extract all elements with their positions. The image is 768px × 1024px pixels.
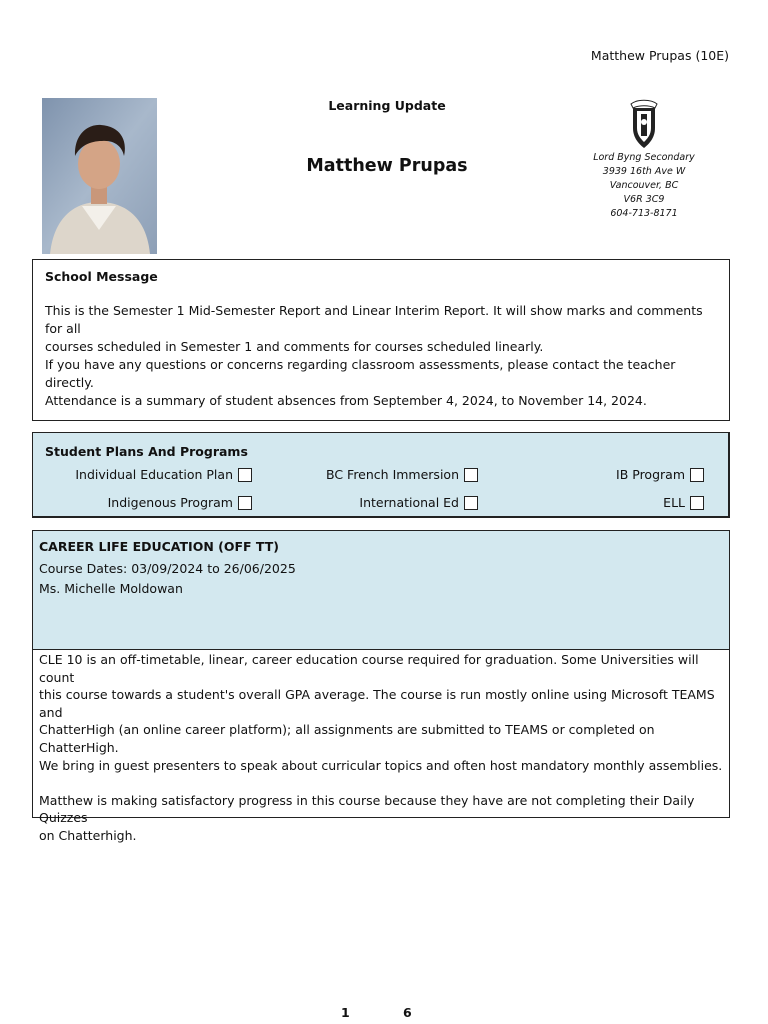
course-description-line: ChatterHigh (an online career platform); all assignments are submitted to TEAMS or completed on ChatterHigh. — [39, 722, 655, 755]
school-city: Vancouver, BC — [609, 180, 679, 191]
course-header — [33, 531, 729, 650]
plan-checkbox[interactable] — [238, 496, 252, 510]
school-phone: 604-713-8171 — [610, 208, 678, 219]
student-plans-title: Student Plans And Programs — [45, 444, 248, 459]
student-plans-box — [32, 432, 730, 518]
school-message-line: Attendance is a summary of student absences from September 4, 2024, to November 14, 2024. — [45, 393, 647, 408]
school-message-line: courses scheduled in Semester 1 and comments for courses scheduled linearly. — [45, 339, 544, 354]
plan-label: IB Program — [616, 467, 685, 482]
school-message-title: School Message — [45, 269, 158, 284]
student-name-title: Matthew Prupas — [306, 156, 468, 176]
course-comments — [33, 651, 729, 845]
plan-ib-program — [616, 467, 704, 482]
plan-checkbox[interactable] — [690, 468, 704, 482]
plan-label: International Ed — [359, 495, 459, 510]
page-number-total: 6 — [403, 1005, 412, 1020]
plan-checkbox[interactable] — [690, 496, 704, 510]
course-teacher-comment — [39, 792, 723, 845]
course-description-line: this course towards a student's overall GPA average. The course is run mostly online using Microsoft TEAMS and — [39, 687, 715, 720]
plan-checkbox[interactable] — [464, 496, 478, 510]
school-street: 3939 16th Ave W — [602, 166, 686, 177]
course-card — [32, 530, 730, 843]
course-dates: Course Dates: 03/09/2024 to 26/06/2025 — [39, 561, 296, 576]
course-comment-line: Matthew is making satisfactory progress in this course because they have are not completing their Daily Quizzes — [39, 792, 695, 826]
school-crest-logo — [627, 98, 661, 150]
student-photo — [42, 98, 157, 254]
plan-label: Indigenous Program — [107, 495, 233, 510]
plan-checkbox[interactable] — [464, 468, 478, 482]
course-description-line: CLE 10 is an off-timetable, linear, career education course required for graduation. Some Universities will count — [39, 652, 699, 685]
plan-indigenous-program — [108, 495, 252, 510]
school-postal: V6R 3C9 — [623, 194, 665, 205]
header-student-label: Matthew Prupas (10E) — [590, 48, 729, 63]
school-message-line: If you have any questions or concerns regarding classroom assessments, please contact the teacher directly. — [45, 357, 676, 390]
school-name: Lord Byng Secondary — [593, 152, 695, 163]
plan-individual-education — [75, 467, 252, 482]
plan-ell — [663, 495, 704, 510]
school-address — [574, 151, 714, 221]
course-teacher: Ms. Michelle Moldowan — [39, 581, 183, 596]
course-comment-line: on Chatterhigh. — [39, 827, 137, 843]
course-name: CAREER LIFE EDUCATION (OFF TT) — [39, 539, 279, 554]
plan-label: ELL — [663, 495, 685, 510]
course-description — [39, 651, 723, 774]
plan-label: Individual Education Plan — [75, 467, 233, 482]
plan-international-ed — [359, 495, 478, 510]
plan-bc-french-immersion — [326, 467, 478, 482]
plan-label: BC French Immersion — [325, 467, 459, 482]
page-number-current: 1 — [341, 1005, 350, 1020]
report-type: Learning Update — [328, 98, 446, 113]
school-message-box — [32, 259, 730, 421]
plan-checkbox[interactable] — [238, 468, 252, 482]
school-message-line: This is the Semester 1 Mid-Semester Report and Linear Interim Report. It will show marks and comments for all — [45, 303, 703, 336]
course-description-line: We bring in guest presenters to speak about curricular topics and often host mandatory monthly assemblies. — [39, 757, 723, 773]
